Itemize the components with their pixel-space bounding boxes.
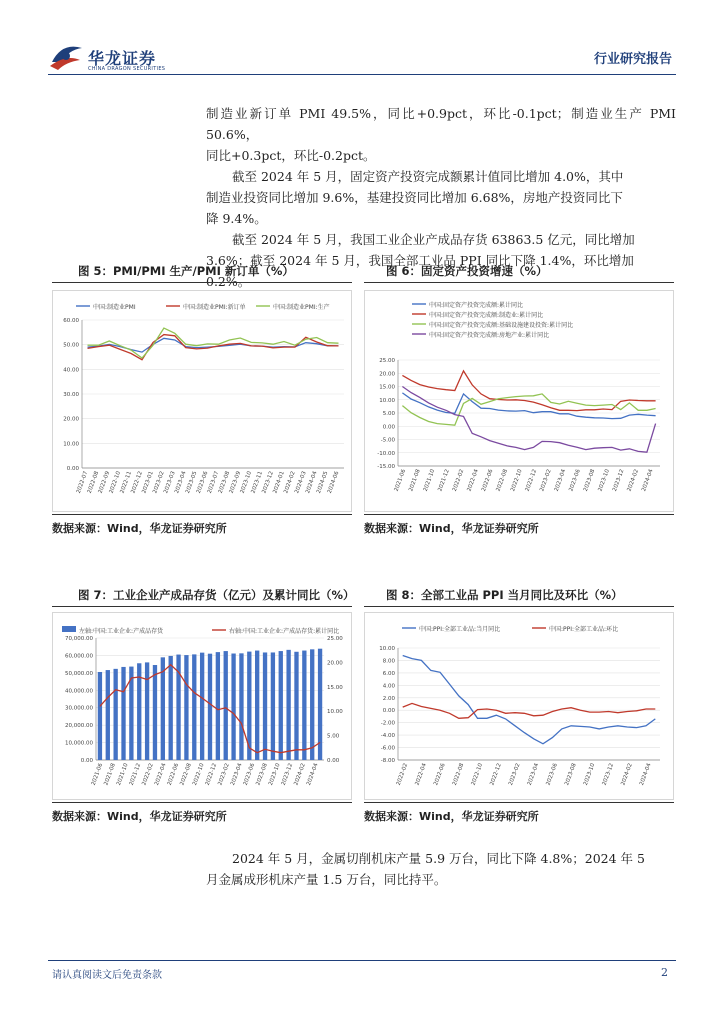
fig7-y-tick-label: 30,000.00 — [65, 705, 93, 712]
fig6-x-tick-label: 2021-08 — [408, 468, 422, 493]
fig7-x-tick-label: 2022-04 — [154, 762, 168, 787]
brand-name: 华龙证券 — [88, 49, 157, 68]
fig7-y-tick-label: 10,000.00 — [65, 740, 93, 747]
fig7-bar — [310, 649, 314, 760]
fig8-y-tick-label: 10.00 — [379, 646, 395, 652]
fig7-y-tick-label: 40,000.00 — [65, 688, 93, 695]
fig7-legend-swatch-0 — [62, 626, 76, 632]
fig7-bar — [294, 652, 298, 760]
fig7-bar — [200, 653, 204, 760]
paragraph-line: 制造业投资同比增加 9.6%，基建投资同比增加 6.68%，房地产投资同比下 — [206, 190, 623, 205]
fig7-bar — [286, 650, 290, 760]
fig7-bar — [302, 651, 306, 760]
fig5-x-tick-label: 2023-10 — [239, 470, 254, 495]
fig7-y2-tick-label: 0.00 — [327, 758, 340, 764]
fig6-x-tick-label: 2021-06 — [393, 468, 408, 493]
fig6-x-tick-label: 2023-12 — [611, 468, 626, 493]
fig7-x-tick-label: 2023-02 — [217, 762, 231, 787]
fig7-y2-tick-label: 20.00 — [327, 660, 343, 667]
fig6-legend-label-3: 中国:固定资产投资完成额:房地产业:累计同比 — [429, 332, 550, 339]
fig8-title: 图 8：全部工业品 PPI 当月同比及环比（%） — [386, 588, 623, 602]
fig8-y-tick-label: -2.00 — [380, 720, 395, 727]
fig7-bar — [145, 662, 149, 760]
header-divider — [48, 74, 676, 75]
fig8-x-tick-label: 2022-10 — [470, 762, 485, 787]
page-number: 2 — [661, 966, 668, 979]
fig6-x-tick-label: 2023-02 — [539, 468, 553, 493]
fig7-bar — [98, 672, 102, 760]
paragraph-line: 0.2%。 — [206, 274, 251, 289]
fig7-y-tick-label: 50,000.00 — [65, 670, 93, 677]
fig7-x-tick-label: 2021-12 — [128, 762, 143, 787]
fig5-x-tick-label: 2022-12 — [130, 470, 144, 495]
fig5-y-tick-label: 20.00 — [63, 416, 79, 423]
paragraph-line: 制造业新订单 PMI 49.5%，同比+0.9pct，环比-0.1pct；制造业生产 PMI 50.6%， — [206, 106, 676, 142]
fig6-y-tick-label: -15.00 — [377, 464, 395, 470]
fig6-y-tick-label: -10.00 — [377, 450, 395, 457]
fig7-y-tick-label: 0.00 — [80, 758, 93, 764]
fig5-y-tick-label: 50.00 — [63, 342, 79, 349]
fig5-chart — [52, 290, 352, 512]
fig5-x-tick-label: 2022-09 — [97, 470, 112, 495]
fig5-x-tick-label: 2024-06 — [326, 470, 341, 495]
fig7-x-tick-label: 2022-08 — [179, 762, 193, 787]
fig7-bar — [153, 665, 157, 760]
fig7-title: 图 7：工业企业产成品存货（亿元）及累计同比（%） — [78, 588, 355, 602]
fig7-chart — [52, 612, 352, 800]
fig5-x-tick-label: 2023-01 — [141, 470, 155, 495]
fig5-x-tick-label: 2022-08 — [86, 470, 101, 495]
fig5-y-tick-label: 10.00 — [63, 441, 79, 448]
fig7-x-tick-label: 2022-02 — [141, 762, 155, 787]
fig6-x-tick-label: 2023-10 — [597, 468, 611, 493]
brand-subtitle: CHINA DRAGON SECURITIES — [88, 66, 166, 72]
fig5-x-tick-label: 2024-05 — [316, 470, 330, 495]
fig6-y-tick-label: 25.00 — [379, 358, 395, 364]
fig5-y-tick-label: 30.00 — [63, 392, 79, 398]
fig6-x-tick-label: 2021-10 — [422, 468, 437, 493]
fig5-bottom-rule — [52, 514, 352, 515]
paragraph-line: 同比+0.3pct，环比-0.2pct。 — [206, 148, 376, 163]
fig8-y-tick-label: -4.00 — [380, 733, 395, 740]
fig5-y-tick-label: 40.00 — [63, 367, 79, 374]
fig5-x-tick-label: 2023-04 — [174, 470, 188, 495]
fig6-title: 图 6：固定资产投资增速（%） — [386, 264, 548, 278]
fig7-x-tick-label: 2021-08 — [103, 762, 117, 787]
fig7-bottom-rule — [52, 802, 352, 803]
fig5-title-rule — [52, 282, 352, 283]
fig6-y-tick-label: 20.00 — [379, 371, 395, 378]
fig5-series-line-2 — [88, 328, 339, 358]
fig7-x-tick-label: 2022-06 — [166, 762, 181, 787]
fig7-legend-label-0: 左轴:中国:工业企业:产成品存货 — [79, 628, 164, 635]
fig7-bar — [239, 653, 243, 760]
fig6-x-tick-label: 2022-02 — [451, 468, 466, 493]
fig5-y-tick-label: 60.00 — [63, 318, 79, 324]
fig8-x-tick-label: 2023-04 — [526, 762, 541, 787]
fig7-x-tick-label: 2022-10 — [192, 762, 206, 787]
fig8-x-tick-label: 2022-08 — [451, 762, 466, 787]
fig7-y-tick-label: 20,000.00 — [65, 723, 93, 730]
fig5-x-tick-label: 2023-06 — [195, 470, 210, 495]
fig5-x-tick-label: 2023-02 — [152, 470, 166, 495]
fig5-legend-label-0: 中国:制造业PMI — [93, 304, 136, 311]
fig6-x-tick-label: 2023-04 — [553, 468, 568, 493]
fig7-bar — [255, 651, 259, 760]
fig6-series-line-0 — [402, 393, 655, 419]
fig7-bar — [216, 652, 220, 760]
paragraph-line: 2024 年 5 月，金属切削机床产量 5.9 万台，同比下降 4.8%；2024 年 5 — [232, 851, 645, 866]
fig7-y-tick-label: 70,000.00 — [65, 636, 93, 642]
fig7-bar — [279, 651, 283, 760]
fig8-x-tick-label: 2022-06 — [433, 762, 447, 787]
fig5-source: 数据来源：Wind，华龙证券研究所 — [52, 522, 227, 535]
fig7-x-tick-label: 2023-12 — [280, 762, 295, 787]
fig6-x-tick-label: 2024-02 — [626, 468, 641, 493]
fig7-x-tick-label: 2021-06 — [90, 762, 105, 787]
fig8-legend-label-1: 中国:PPI:全部工业品:环比 — [549, 626, 619, 633]
fig8-x-tick-label: 2024-02 — [620, 762, 634, 787]
fig8-x-tick-label: 2023-10 — [582, 762, 597, 787]
fig8-title-rule — [364, 606, 674, 607]
fig7-title-rule — [52, 606, 352, 607]
fig5-title: 图 5：PMI/PMI 生产/PMI 新订单（%） — [78, 264, 294, 278]
fig6-x-tick-label: 2022-04 — [466, 468, 480, 493]
fig8-x-tick-label: 2023-08 — [564, 762, 578, 787]
fig7-x-tick-label: 2021-10 — [116, 762, 130, 787]
fig7-bar — [224, 651, 228, 760]
fig7-source: 数据来源：Wind，华龙证券研究所 — [52, 810, 227, 823]
fig6-x-tick-label: 2022-08 — [495, 468, 510, 493]
fig7-bar — [208, 654, 212, 760]
paragraph-line: 3.6%；截至 2024 年 5 月，我国全部工业品 PPI 同比下降 1.4%，环比增加 — [206, 253, 634, 268]
fig7-bar — [271, 652, 275, 760]
fig8-y-tick-label: 0.00 — [382, 708, 395, 715]
fig8-x-tick-label: 2024-04 — [639, 762, 653, 787]
paragraph-line: 降 9.4%。 — [206, 211, 267, 226]
fig7-x-tick-label: 2024-04 — [306, 762, 320, 787]
paragraph-line: 截至 2024 年 5 月，固定资产投资完成额累计值同比增加 4.0%，其中 — [232, 169, 624, 184]
paragraph-line: 月金属成形机床产量 1.5 万台，同比持平。 — [206, 872, 447, 887]
fig7-x-tick-label: 2023-10 — [268, 762, 282, 787]
fig5-x-tick-label: 2023-07 — [206, 470, 221, 495]
fig5-x-tick-label: 2024-04 — [305, 470, 319, 495]
fig8-y-tick-label: 4.00 — [382, 683, 395, 690]
fig8-source: 数据来源：Wind，华龙证券研究所 — [364, 810, 539, 823]
fig8-bottom-rule — [364, 802, 674, 803]
fig6-y-tick-label: 5.00 — [382, 411, 395, 417]
fig8-legend-label-0: 中国:PPI:全部工业品:当月同比 — [419, 626, 501, 633]
fig5-x-tick-label: 2023-11 — [250, 470, 265, 495]
fig5-x-tick-label: 2023-12 — [261, 470, 275, 495]
brand-logo-icon — [48, 40, 84, 72]
fig5-x-tick-label: 2024-01 — [272, 470, 286, 495]
fig7-bar — [106, 670, 110, 760]
fig6-series-line-2 — [402, 394, 655, 425]
fig6-x-tick-label: 2023-06 — [568, 468, 582, 493]
fig6-x-tick-label: 2023-08 — [582, 468, 597, 493]
fig7-x-tick-label: 2023-04 — [230, 762, 244, 787]
fig7-bar — [184, 655, 188, 760]
fig6-source: 数据来源：Wind，华龙证券研究所 — [364, 522, 539, 535]
fig5-x-tick-label: 2022-07 — [75, 470, 90, 495]
fig8-x-tick-label: 2022-04 — [414, 762, 428, 787]
fig7-y2-tick-label: 25.00 — [327, 636, 343, 642]
fig6-y-tick-label: 10.00 — [379, 397, 395, 404]
fig7-y-tick-label: 60,000.00 — [65, 653, 93, 660]
fig5-series-line-0 — [88, 338, 339, 352]
fig5-legend-label-1: 中国:制造业PMI:新订单 — [183, 304, 246, 311]
footer-disclaimer-note: 请认真阅读文后免责条款 — [52, 970, 162, 981]
fig5-legend-label-2: 中国:制造业PMI:生产 — [273, 304, 330, 311]
fig7-bar — [192, 654, 196, 760]
footer-divider — [48, 960, 676, 961]
fig7-bar — [121, 667, 125, 760]
fig7-bar — [169, 656, 173, 760]
fig6-bottom-rule — [364, 514, 674, 515]
fig6-x-tick-label: 2021-12 — [437, 468, 451, 493]
fig5-x-tick-label: 2024-02 — [283, 470, 297, 495]
fig6-legend-label-1: 中国:固定资产投资完成额:制造业:累计同比 — [429, 312, 544, 319]
fig6-legend-label-0: 中国:固定资产投资完成额:累计同比 — [429, 302, 524, 309]
fig8-y-tick-label: -6.00 — [380, 745, 395, 752]
fig7-bar — [231, 654, 235, 760]
fig8-x-tick-label: 2022-02 — [395, 762, 410, 787]
fig8-y-tick-label: 8.00 — [382, 658, 395, 665]
fig5-y-tick-label: 0.00 — [66, 466, 79, 472]
fig6-x-tick-label: 2022-06 — [480, 468, 495, 493]
fig6-x-tick-label: 2022-12 — [524, 468, 539, 493]
fig7-legend-label-1: 右轴:中国:工业企业:产成品存货:累计同比 — [229, 628, 340, 635]
fig8-x-tick-label: 2023-02 — [508, 762, 522, 787]
fig5-x-tick-label: 2023-08 — [217, 470, 232, 495]
fig7-x-tick-label: 2023-08 — [255, 762, 269, 787]
fig5-x-tick-label: 2022-10 — [108, 470, 123, 495]
fig7-x-tick-label: 2023-06 — [242, 762, 257, 787]
fig6-legend-label-2: 中国:固定资产投资完成额:基础设施建设投资:累计同比 — [429, 322, 574, 329]
fig6-y-tick-label: -5.00 — [380, 437, 395, 444]
fig5-x-tick-label: 2024-03 — [294, 470, 308, 495]
paragraph-line: 截至 2024 年 5 月，我国工业企业产成品存货 63863.5 亿元，同比增加 — [232, 232, 635, 247]
fig7-y2-tick-label: 10.00 — [327, 709, 343, 716]
fig8-y-tick-label: -8.00 — [380, 758, 395, 764]
fig8-x-tick-label: 2023-12 — [601, 762, 616, 787]
fig6-y-tick-label: 0.00 — [382, 424, 395, 431]
body-paragraph-bottom — [206, 848, 676, 890]
fig5-x-tick-label: 2022-11 — [119, 470, 134, 495]
fig8-x-tick-label: 2023-06 — [545, 762, 559, 787]
fig6-x-tick-label: 2024-04 — [641, 468, 655, 493]
fig7-bar — [113, 669, 117, 760]
fig6-x-tick-label: 2022-10 — [510, 468, 524, 493]
fig8-y-tick-label: 2.00 — [382, 695, 395, 702]
fig7-y2-tick-label: 15.00 — [327, 684, 343, 691]
fig8-y-tick-label: 6.00 — [382, 670, 395, 677]
fig5-x-tick-label: 2023-09 — [228, 470, 243, 495]
report-type: 行业研究报告 — [593, 52, 672, 67]
fig8-series-line-1 — [403, 703, 656, 718]
fig6-y-tick-label: 15.00 — [379, 384, 395, 391]
fig5-x-tick-label: 2023-03 — [163, 470, 177, 495]
fig6-chart — [364, 290, 674, 512]
fig7-x-tick-label: 2022-12 — [204, 762, 219, 787]
fig5-x-tick-label: 2023-05 — [185, 470, 199, 495]
fig8-x-tick-label: 2022-12 — [489, 762, 503, 787]
fig8-chart — [364, 612, 674, 800]
fig6-series-line-1 — [402, 371, 655, 411]
fig7-y2-tick-label: 5.00 — [327, 733, 340, 740]
fig7-x-tick-label: 2024-02 — [293, 762, 307, 787]
fig8-series-line-0 — [403, 656, 656, 744]
fig7-bar — [263, 652, 267, 760]
fig6-title-rule — [364, 282, 674, 283]
